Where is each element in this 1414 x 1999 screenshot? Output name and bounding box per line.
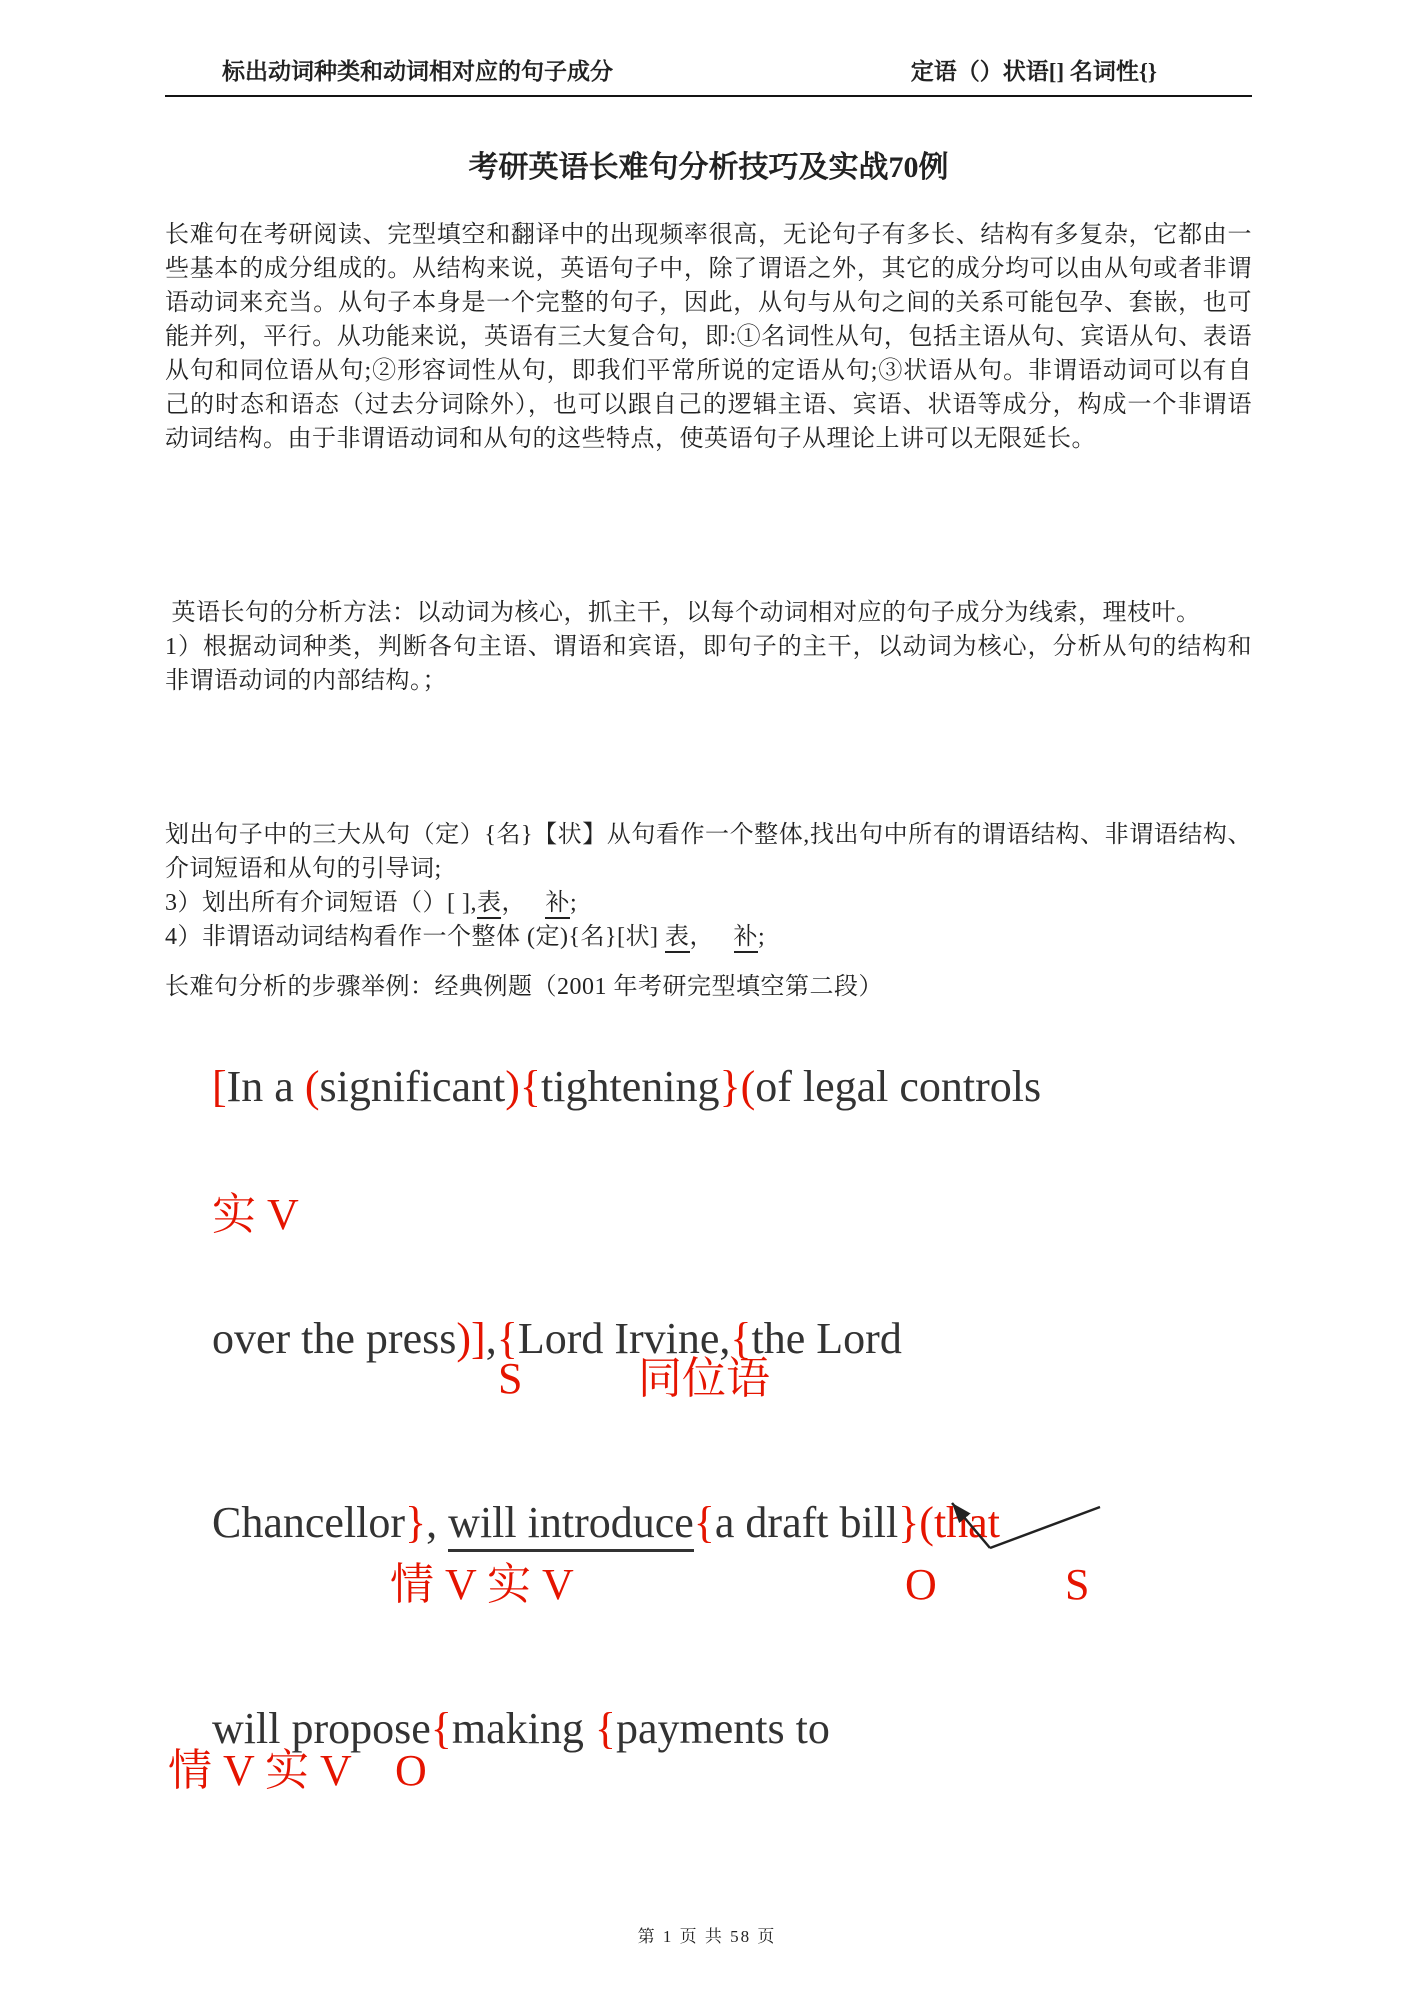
method-line: 英语长句的分析方法：以动词为核心，抓主干，以每个动词相对应的句子成分为线索，理枝叶。 — [165, 600, 1201, 626]
nonfinite-rule-mid: ， — [689, 924, 734, 950]
prep-rule-mid: ， — [501, 890, 546, 916]
sentence-line-2 — [168, 1252, 1368, 1363]
header-left-note: 标出动词种类和动词相对应的句子成分 — [222, 59, 613, 84]
annotation-line-subject-appositive — [168, 1350, 1368, 1410]
nonfinite-rule-predicative: 表 — [665, 924, 690, 953]
comma: , — [485, 1314, 497, 1363]
sentence-text: Lord Irvine, — [517, 1314, 731, 1363]
sentence-text: over the press — [212, 1314, 457, 1363]
rules-paragraph — [165, 818, 1252, 954]
sentence-line-4 — [168, 1642, 1368, 1753]
brace-open: { — [693, 1498, 715, 1547]
sentence-text: tightening — [541, 1062, 720, 1111]
page-title: 考研英语长难句分析技巧及实战70例 — [468, 151, 949, 184]
header-right-legend: 定语（）状语[] 名词性{} — [910, 59, 1157, 84]
object-label: O — [395, 1746, 427, 1795]
sentence-line-1 — [168, 1000, 1368, 1111]
sentence-text: of legal controls — [755, 1062, 1042, 1111]
example-heading — [165, 970, 1252, 1004]
brace-open: { — [594, 1704, 616, 1753]
intro-paragraph — [165, 218, 1252, 456]
nonfinite-rule-complement: 补 — [734, 924, 759, 953]
nonfinite-rule-prefix: 4）非谓语动词结构看作一个整体 (定){名}[状] — [165, 924, 666, 950]
method-paragraph — [165, 596, 1252, 698]
example-heading-text: 长难句分析的步骤举例：经典例题（2001 年考研完型填空第二段） — [165, 974, 883, 1000]
sentence-line-3 — [168, 1436, 1368, 1547]
nonfinite-rule-suffix: ; — [758, 924, 766, 950]
sentence-text: the Lord — [751, 1314, 902, 1363]
sentence-text: Chancellor — [212, 1498, 406, 1547]
annotation-line-shi-v — [168, 1128, 1368, 1239]
page-footer — [0, 1922, 1414, 1947]
brace-open: { — [430, 1704, 452, 1753]
brace-close: } — [405, 1498, 427, 1547]
page-number-label: 第 1 页 共 58 页 — [637, 1927, 777, 1946]
sentence-text: will propose — [212, 1704, 431, 1753]
comma: , — [426, 1498, 449, 1547]
annotation-line-modal-verb-object — [168, 1742, 1368, 1802]
verb-type-label: 情 V 实 V — [390, 1560, 574, 1609]
brace-close: } — [898, 1498, 920, 1547]
page-header — [165, 58, 1252, 97]
verb-type-label: 情 V 实 V — [168, 1746, 352, 1795]
brace-open: { — [496, 1314, 518, 1363]
sentence-text: making — [451, 1704, 595, 1753]
arrow-annotation — [920, 1488, 1120, 1558]
subject-label: S — [498, 1354, 523, 1403]
sentence-text: payments to — [616, 1704, 830, 1753]
predicate-underlined: will introduce — [448, 1498, 694, 1552]
bracket-open: [ — [212, 1062, 227, 1111]
intro-text: 长难句在考研阅读、完型填空和翻译中的出现频率很高，无论句子有多长、结构有多复杂，它都由一些基本的成分组成的。从结构来说，英语句子中，除了谓语之外，其它的成分均可以由从句或者非谓语动词来充当。从句子本身是一个完整的句子，因此，从句与从句之间的关系可能包孕、套嵌，也可能并列，平行。从功能来说，英语有三大复合句，即:①名词性从句，包括主语从句、宾语从句、表语从句和同位语从句;②形容词性从句，即我们平常所说的定语从句;③状语从句。非谓语动词可以有自己的时态和语态（过去分词除外），也可以跟自己的逻辑主语、宾语、状语等成分，构成一个非谓语动词结构。由于非谓语动词和从句的这些特点，使英语句子从理论上讲可以无限延长。 — [165, 222, 1252, 452]
nonfinite-rule — [165, 920, 1252, 954]
annotation-line-modal-verb-object-subject — [168, 1556, 1368, 1616]
paren-bracket-close: )] — [456, 1314, 486, 1363]
sentence-text: a draft bill — [714, 1498, 899, 1547]
subject-label: S — [1065, 1560, 1090, 1609]
sentence-text: significant — [319, 1062, 506, 1111]
method-item-1: 1）根据动词种类，判断各句主语、谓语和宾语，即句子的主干，以动词为核心，分析从句的结构和非谓语动词的内部结构。； — [165, 634, 1252, 694]
brace-paren: }( — [719, 1062, 756, 1111]
paren-that: (that — [919, 1498, 1000, 1547]
verb-type-label: 实 V — [212, 1190, 299, 1239]
paren-open: ( — [304, 1062, 320, 1111]
sentence-text: In a — [226, 1062, 305, 1111]
brace-open: { — [730, 1314, 752, 1363]
prep-rule-complement: 补 — [545, 890, 570, 919]
prep-rule-suffix: ; — [569, 890, 578, 916]
prep-phrase-rule — [165, 886, 1252, 920]
clause-rule-line: 划出句子中的三大从句（定）{名}【状】从句看作一个整体,找出句中所有的谓语结构、非谓语结构、介词短语和从句的引导词; — [165, 822, 1252, 882]
prep-rule-predicative: 表 — [477, 890, 502, 919]
paren-brace: ){ — [505, 1062, 542, 1111]
object-label: O — [905, 1560, 937, 1609]
prep-rule-prefix: 3）划出所有介词短语（）[ ], — [165, 890, 477, 916]
appositive-label: 同位语 — [638, 1354, 770, 1403]
